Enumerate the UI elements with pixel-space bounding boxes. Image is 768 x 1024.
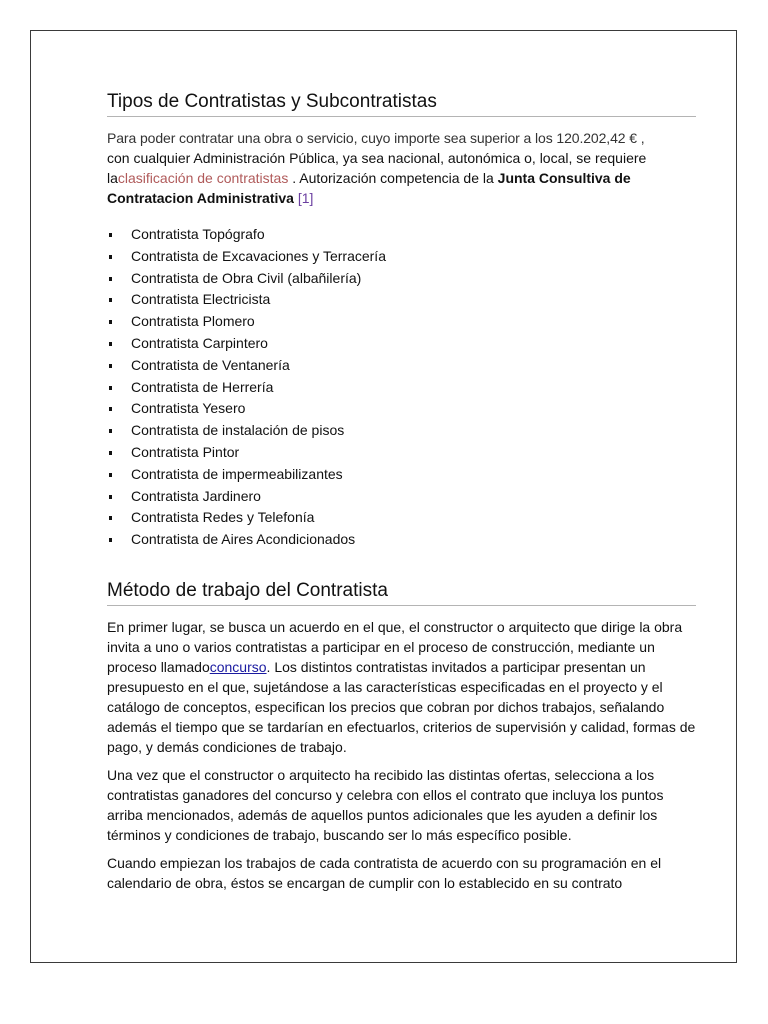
list-item <box>107 442 696 464</box>
contractor-types-list <box>107 224 696 551</box>
list-item-label: Contratista Jardinero <box>131 487 261 504</box>
list-item <box>107 333 696 355</box>
document-page <box>30 30 737 963</box>
bullet-icon <box>109 495 112 499</box>
list-item-label: Contratista Yesero <box>131 400 246 417</box>
list-item <box>107 507 696 529</box>
method-paragraph-2: Una vez que el constructor o arquitecto ha recibido las distintas ofertas, selecciona a los contratistas ganadores del concurso y celebra con ellos el contrato que incluya los puntos arriba mencionados, además de aquellos puntos adicionales que les ayuden a definir los términos y condiciones de trabajo, buscando ser lo más específico posible. <box>107 766 664 843</box>
list-item-label: Contratista de impermeabilizantes <box>131 465 343 482</box>
bullet-icon <box>109 255 112 259</box>
list-item <box>107 398 696 420</box>
section-heading-tipos: Tipos de Contratistas y Subcontratistas <box>107 91 696 117</box>
list-item-label: Contratista Carpintero <box>131 334 268 351</box>
bullet-icon <box>109 277 112 281</box>
bullet-icon <box>109 298 112 302</box>
document-content <box>107 91 696 893</box>
list-item <box>107 246 696 268</box>
list-item-label: Contratista Pintor <box>131 443 240 460</box>
bullet-icon <box>109 386 112 390</box>
method-paragraph-1 <box>107 617 696 757</box>
list-item-label: Contratista de Aires Acondicionados <box>131 531 356 548</box>
list-item-label: Contratista de Excavaciones y Terracería <box>131 247 386 264</box>
list-item-label: Contratista de instalación de pisos <box>131 422 345 439</box>
method-paragraph-3: Cuando empiezan los trabajos de cada contratista de acuerdo con su programación en el calendario de obra, éstos se encargan de cumplir con lo establecido en su contrato <box>107 854 662 891</box>
list-item <box>107 311 696 333</box>
intro-la: la <box>107 170 118 186</box>
bullet-icon <box>109 538 112 542</box>
clasificacion-link[interactable]: clasificación de contratistas <box>117 170 289 186</box>
list-item-label: Contratista Electricista <box>131 291 271 308</box>
list-item-label: Contratista de Herrería <box>131 378 274 395</box>
reference-link-1[interactable]: [1] <box>297 190 314 206</box>
intro-line-2: con cualquier Administración Pública, ya sea nacional, autonómica o, local, se requiere <box>107 150 647 166</box>
list-item <box>107 355 696 377</box>
list-item-label: Contratista de Ventanería <box>131 356 290 373</box>
bullet-icon <box>109 473 112 477</box>
concurso-link[interactable]: concurso <box>209 658 267 675</box>
list-item-label: Contratista Plomero <box>131 313 255 330</box>
intro-paragraph <box>107 128 696 208</box>
bullet-icon <box>109 342 112 346</box>
list-item <box>107 420 696 442</box>
bullet-icon <box>109 320 112 324</box>
bullet-icon <box>109 233 112 237</box>
list-item <box>107 529 696 551</box>
list-item-label: Contratista de Obra Civil (albañilería) <box>131 269 362 286</box>
section-heading-metodo: Método de trabajo del Contratista <box>107 580 696 606</box>
list-item <box>107 377 696 399</box>
junta-consultiva-text: Junta Consultiva de Contratacion Administrativa <box>107 170 631 206</box>
method-p1-before: En primer lugar, se busca un acuerdo en el que, el constructor o arquitecto que dirige la obra invita a uno o varios contratistas a participar en el proceso de construcción, mediante un proceso llamado <box>107 618 683 675</box>
list-item <box>107 464 696 486</box>
bullet-icon <box>109 516 112 520</box>
bullet-icon <box>109 451 112 455</box>
list-item <box>107 268 696 290</box>
intro-line-1: Para poder contratar una obra o servicio, cuyo importe sea superior a los 120.202,42 € , <box>107 130 645 146</box>
list-item <box>107 486 696 508</box>
method-p1-after: . Los distintos contratistas invitados a participar presentan un presupuesto en el que, sujetándose a las características especificadas en el proyecto y el catálogo de conceptos, especifican los precios que cobran por dichos trabajos, señalando además el tiempo que se tardarían en efectuarlos, criterios de supervisión y calidad, formas de pago, y demás condiciones de trabajo. <box>107 658 696 755</box>
bullet-icon <box>109 364 112 368</box>
bullet-icon <box>109 407 112 411</box>
list-item-label: Contratista Redes y Telefonía <box>131 509 315 526</box>
list-item-label: Contratista Topógrafo <box>131 226 265 242</box>
bullet-icon <box>109 429 112 433</box>
list-item <box>107 289 696 311</box>
intro-after-link: . Autorización competencia de la <box>288 170 498 186</box>
list-item <box>107 224 696 246</box>
